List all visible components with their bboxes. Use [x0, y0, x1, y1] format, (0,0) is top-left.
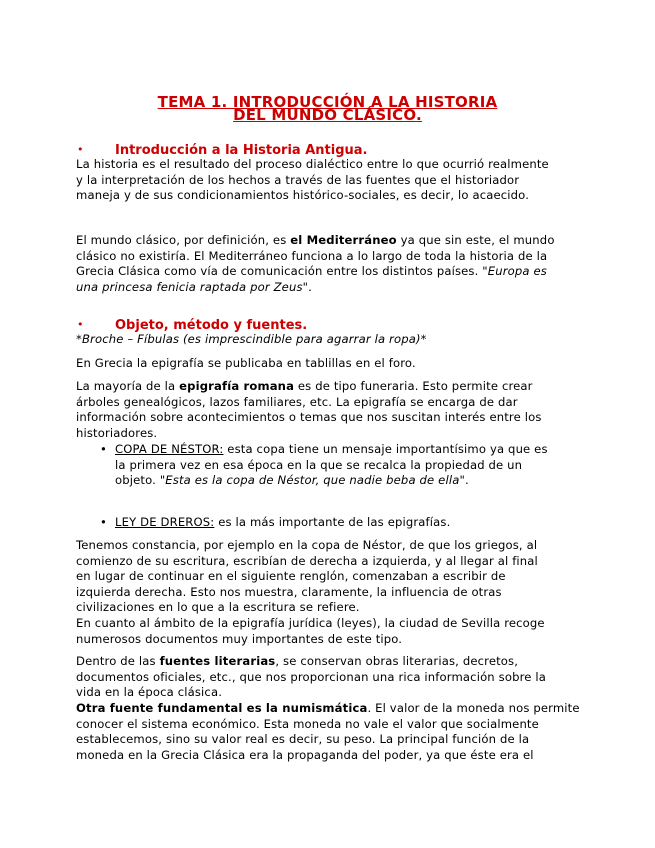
text-line: una princesa fenicia raptada por Zeus".	[76, 279, 312, 294]
text-line: La historia es el resultado del proceso dialéctico entre lo que ocurrió realmente	[76, 157, 549, 171]
paragraph-fuentes-literarias	[76, 654, 546, 701]
label-copa-nestor: COPA DE NÉSTOR:	[115, 442, 224, 456]
text-line: El mundo clásico, por definición, es el Mediterráneo ya que sin este, el mundo	[76, 233, 555, 247]
list-bullet-dreros: •	[100, 515, 107, 529]
emphasis-numismatica: Otra fuente fundamental es la numismática	[76, 701, 368, 715]
text-line: conocer el sistema económico. Esta moneda no vale el valor que socialmente	[76, 716, 539, 731]
text-line: documentos oficiales, etc., que nos proporcionan una rica información sobre la	[76, 669, 546, 684]
quote-europa: "Europa es	[482, 264, 547, 278]
text-line: establecemos, sino su valor real es decir, su peso. La principal función de la	[76, 732, 530, 746]
text-line: civilizaciones en lo que a la escritura se refiere.	[76, 600, 360, 614]
section2-heading: Objeto, método y fuentes.	[115, 318, 308, 333]
page-title-line1: TEMA 1. INTRODUCCIÓN A LA HISTORIA	[157, 93, 498, 111]
list-item-ley-dreros: LEY DE DREROS: es la más importante de las epigrafías.	[115, 515, 451, 529]
text-line: historiadores.	[76, 425, 158, 440]
text-line: la primera vez en esa época en la que se recalca la propiedad de un	[115, 457, 523, 472]
text-line: Tenemos constancia, por ejemplo en la copa de Néstor, de que los griegos, al	[76, 538, 538, 552]
paragraph-greece-epigraphy: En Grecia la epigrafía se publicaba en tablillas en el foro.	[76, 356, 416, 370]
emphasis-epigrafia-romana: epigrafía romana	[179, 379, 295, 393]
text-line: árboles genealógicos, lazos familiares, etc. La epigrafía se encarga de dar	[76, 394, 518, 409]
quote-europa-cont: una princesa fenicia raptada por Zeus"	[76, 279, 309, 294]
emphasis-mediterraneo: el Mediterráneo	[290, 233, 397, 247]
list-item-copa-nestor	[115, 442, 548, 489]
text-line: maneja y de sus condicionamientos histórico-sociales, es decir, lo acaecido.	[76, 188, 530, 202]
paragraph-constancia	[76, 538, 538, 616]
paragraph-roman-epigraphy	[76, 379, 542, 441]
text-line: comienzo de su escritura, escribían de derecha a izquierda, y al llegar al final	[76, 553, 538, 568]
text-line: vida en la época clásica.	[76, 685, 223, 699]
section1-paragraph-definition	[76, 157, 549, 204]
section1-bullet: •	[77, 143, 84, 156]
text-line: numerosos documentos muy importantes de este tipo.	[76, 631, 403, 646]
text-line: Otra fuente fundamental es la numismática. El valor de la moneda nos permite	[76, 701, 580, 715]
text-line: moneda en la Grecia Clásica era la propaganda del poder, ya que éste era el	[76, 747, 534, 762]
section1-heading: Introducción a la Historia Antigua.	[115, 143, 368, 158]
list-bullet-nestor: •	[100, 442, 107, 456]
text-line: Dentro de las fuentes literarias, se conservan obras literarias, decretos,	[76, 654, 519, 668]
text-line: información sobre acontecimientos o temas que nos suscitan interés entre los	[76, 410, 542, 424]
text-line: La mayoría de la epigrafía romana es de tipo funeraria. Esto permite crear	[76, 379, 533, 393]
paragraph-epigrafia-juridica	[76, 616, 545, 647]
emphasis-fuentes-literarias: fuentes literarias	[159, 654, 276, 668]
text-line: objeto. "Esta es la copa de Néstor, que nadie beba de ella".	[115, 473, 469, 487]
text-line: Grecia Clásica como vía de comunicación entre los distintos países. "Europa es	[76, 264, 547, 278]
text-line: izquierda derecha. Esto nos muestra, claramente, la influencia de otras	[76, 584, 502, 599]
paragraph-numismatica	[76, 701, 580, 763]
page-title-line2: DEL MUNDO CLÁSICO.	[233, 106, 422, 124]
text-line: clásico no existiría. El Mediterráneo funciona a lo largo de toda la historia de la	[76, 248, 548, 263]
quote-nestor: "Esta es la copa de Néstor, que nadie beba de ella"	[159, 473, 465, 487]
text-line: En cuanto al ámbito de la epigrafía jurídica (leyes), la ciudad de Sevilla recoge	[76, 616, 545, 630]
text-line: y la interpretación de los hechos a través de las fuentes que el historiador	[76, 172, 520, 187]
label-ley-dreros: LEY DE DREROS:	[115, 515, 215, 529]
text-line: COPA DE NÉSTOR: esta copa tiene un mensaje importantísimo ya que es	[115, 442, 548, 456]
section2-note: *Broche – Fíbulas (es imprescindible para agarrar la ropa)*	[76, 332, 427, 346]
section2-bullet: •	[77, 318, 84, 331]
text-line: en lugar de continuar en el siguiente renglón, comenzaban a escribir de	[76, 569, 506, 583]
section1-paragraph-mediterranean	[76, 233, 555, 295]
